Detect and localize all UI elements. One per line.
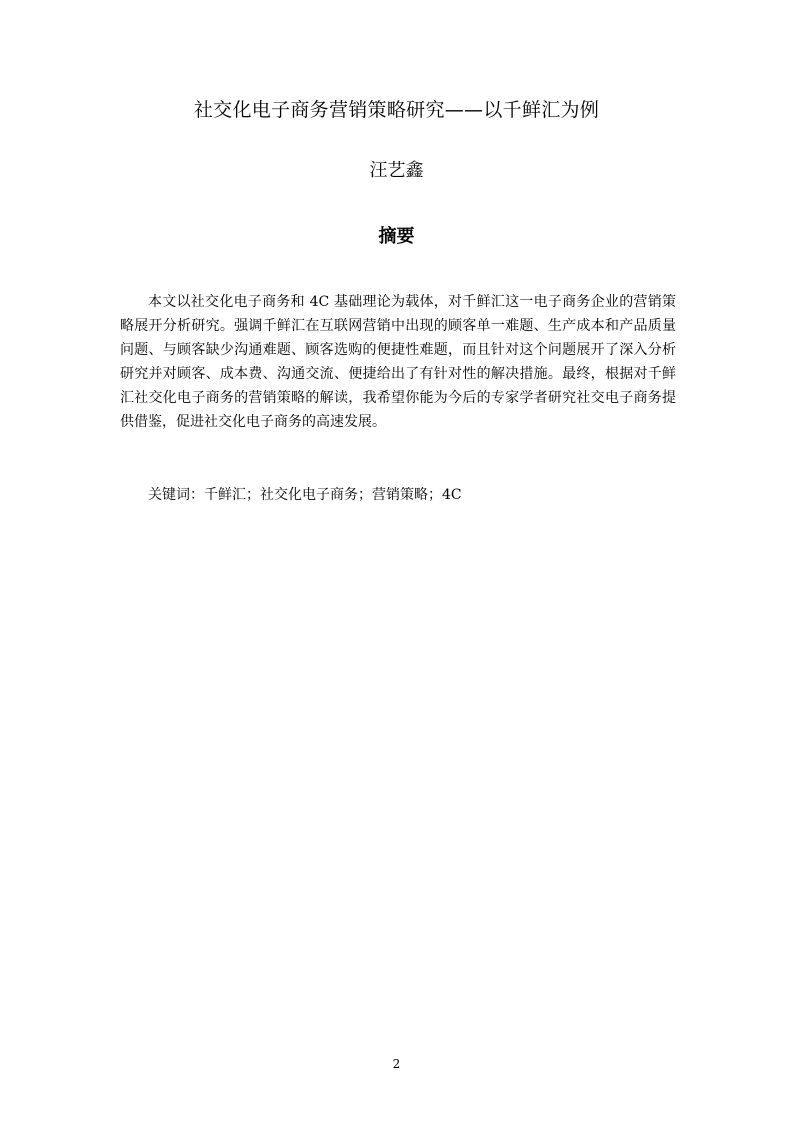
abstract-heading: 摘要 [378, 226, 415, 247]
keywords-line: 关键词：千鲜汇；社交化电子商务；营销策略；4C [148, 487, 462, 503]
document-title: 社交化电子商务营销策略研究——以千鲜汇为例 [193, 99, 600, 121]
author-name: 汪艺鑫 [369, 160, 424, 181]
abstract-paragraph: 本文以社交化电子商务和 4C 基础理论为载体，对千鲜汇这一电子商务企业的营销策略展开分析研究。强调千鲜汇在互联网营销中出现的顾客单一难题、生产成本和产品质量问题、与顾客缺少沟通难题、顾客选购的便捷性难题，而且针对这个问题展开了深入分析研究并对顾客、成本费、沟通交流、便捷给出了有针对性的解决措施。最终，根据对千鲜汇社交化电子商务的营销策略的解读，我希望你能为今后的专家学者研究社交电子商务提供借鉴，促进社交化电子商务的高速发展。 [120, 294, 676, 430]
page-number: 2 [392, 1057, 401, 1071]
